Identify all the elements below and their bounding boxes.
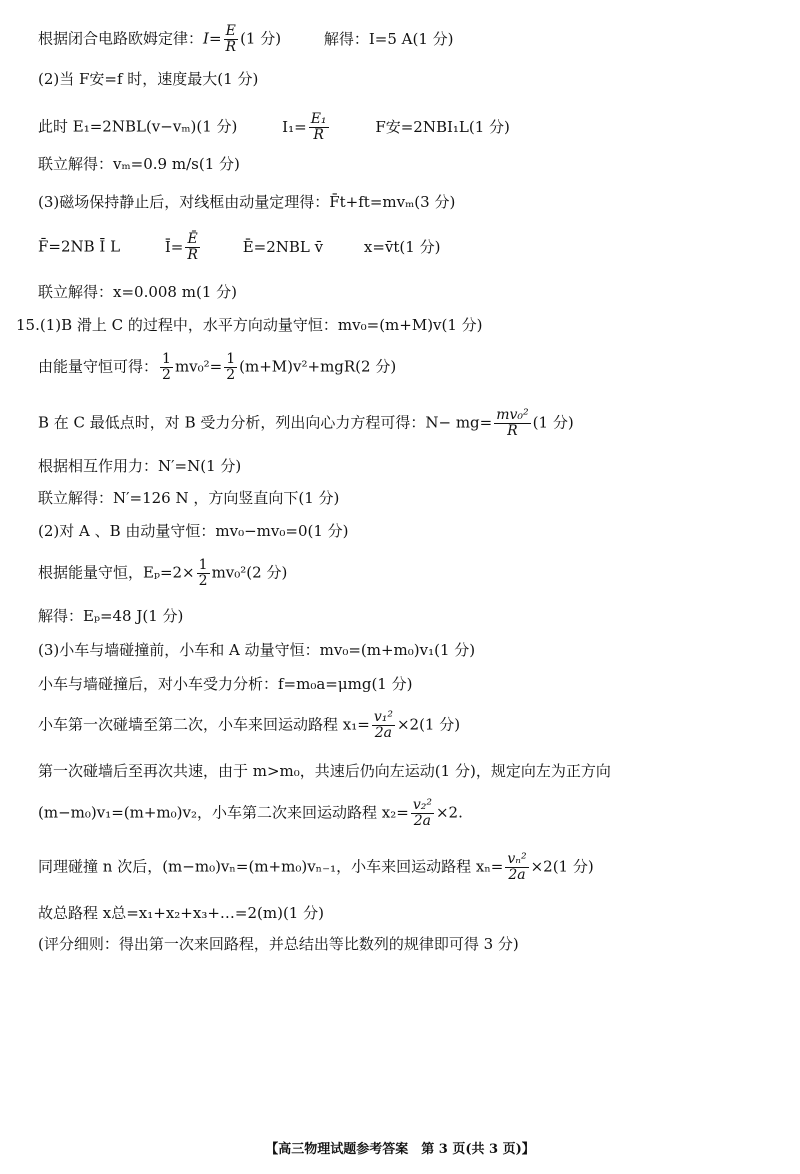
text-segment: 此时 E₁=2NBL(v−vₘ)(1 分) (38, 117, 238, 136)
fraction (411, 798, 434, 829)
line-11: 根据相互作用力：N′=N(1 分) (38, 457, 242, 475)
page-footer: 【高三物理试题参考答案 第 3 页(共 3 页)】 (265, 1142, 535, 1157)
text-segment: (m−m₀)v₁=(m+m₀)v₂，小车第二次来回运动路程 x₂= (38, 803, 409, 822)
fraction-denominator: R (225, 39, 237, 55)
line-19: 第一次碰墙后至再次共速，由于 m>m₀，共速后仍向左运动(1 分)，规定向左为正方向 (38, 762, 611, 780)
line-9 (38, 352, 396, 383)
fraction-denominator: 2 (198, 573, 208, 589)
line-17: 小车与墙碰撞后，对小车受力分析：f=m₀a=μmg(1 分) (38, 675, 413, 693)
line-6 (38, 232, 440, 263)
line-2: (2)当 F安=f 时，速度最大(1 分) (38, 70, 259, 88)
text-segment: ×2(1 分) (396, 715, 461, 734)
fraction-numerator: E (224, 24, 239, 40)
line-20 (38, 798, 463, 829)
fraction-numerator: vₙ² (507, 851, 527, 867)
text-segment: 小车第一次碰墙至第二次，小车来回运动路程 x₁= (38, 715, 370, 734)
line-21 (38, 852, 594, 883)
text-segment: 由能量守恒可得： (38, 357, 159, 376)
line-15: 解得：Eₚ=48 J(1 分) (38, 607, 184, 625)
line-10 (38, 408, 574, 439)
fraction-numerator: Ē (185, 232, 200, 248)
text-segment: 解得：I=5 A(1 分) (323, 29, 454, 48)
line-16: (3)小车与墙碰撞前，小车和 A 动量守恒：mv₀=(m+m₀)v₁(1 分) (38, 641, 476, 659)
text-segment: x=v̄t(1 分) (363, 237, 441, 256)
fraction (224, 352, 237, 383)
text-segment: Ē=2NBL v̄ (242, 237, 324, 256)
line-22: 故总路程 x总=x₁+x₂+x₃+…=2(m)(1 分) (38, 904, 324, 922)
fraction (185, 232, 200, 263)
line-3 (38, 112, 510, 143)
line-12: 联立解得：N′=126 N ，方向竖直向下(1 分) (38, 489, 340, 507)
text-segment: 根据闭合电路欧姆定律： (38, 29, 204, 48)
fraction (505, 852, 528, 883)
text-segment: ×2. (435, 803, 463, 822)
text-segment: (m+M)v²+mgR(2 分) (239, 357, 397, 376)
fraction-numerator: 1 (226, 351, 236, 367)
text-segment: (1 分) (532, 413, 574, 432)
text-segment: (1 分) (240, 29, 282, 48)
fraction-numerator: 1 (198, 557, 208, 573)
line-8: 15.(1)B 滑上 C 的过程中，水平方向动量守恒：mv₀=(m+M)v(1 分) (16, 316, 483, 334)
text-segment: ×2(1 分) (530, 857, 594, 876)
fraction-denominator: 2a (413, 813, 432, 829)
fraction (224, 24, 239, 55)
text-segment: F安=2NBI₁L(1 分) (375, 117, 510, 136)
line-14 (38, 558, 287, 589)
fraction (309, 112, 329, 143)
fraction-numerator: v₁² (373, 709, 393, 725)
line-23: (评分细则：得出第一次来回路程，并总结出等比数列的规律即可得 3 分) (38, 935, 519, 953)
fraction-numerator: v₂² (412, 797, 432, 813)
fraction-numerator: E₁ (310, 111, 327, 127)
text-segment: Ī= (164, 237, 184, 256)
fraction (160, 352, 173, 383)
fraction-denominator: 2a (374, 725, 393, 741)
text-segment: 同理碰撞 n 次后，(m−m₀)vₙ=(m+m₀)vₙ₋₁，小车来回运动路程 xₙ= (38, 857, 504, 876)
fraction (494, 408, 530, 439)
line-18 (38, 710, 460, 741)
fraction (197, 558, 210, 589)
fraction (372, 710, 395, 741)
fraction-numerator: 1 (162, 351, 171, 367)
fraction-denominator: R (187, 247, 198, 263)
fraction-denominator: R (507, 423, 518, 439)
fraction-denominator: 2a (508, 867, 526, 883)
text-segment: mv₀²(2 分) (211, 563, 288, 582)
text-segment: B 在 C 最低点时，对 B 受力分析，列出向心力方程可得：N− mg= (38, 413, 493, 432)
line-5: (3)磁场保持静止后，对线框由动量定理得：F̄t+ft=mvₘ(3 分) (38, 193, 456, 211)
text-segment: I= (203, 29, 222, 48)
text-segment: mv₀²= (174, 357, 223, 376)
fraction-denominator: R (313, 127, 324, 143)
line-13: (2)对 A 、B 由动量守恒：mv₀−mv₀=0(1 分) (38, 522, 349, 540)
fraction-denominator: 2 (162, 367, 171, 383)
line-1 (38, 24, 454, 55)
text-segment: 根据能量守恒，Eₚ=2× (38, 563, 195, 582)
fraction-numerator: mv₀² (496, 407, 529, 423)
text-segment: F̄=2NB Ī L (38, 237, 121, 256)
line-4: 联立解得：vₘ=0.9 m/s(1 分) (38, 155, 240, 173)
line-7: 联立解得：x=0.008 m(1 分) (38, 283, 237, 301)
text-segment: I₁= (282, 117, 307, 136)
fraction-denominator: 2 (226, 367, 236, 383)
